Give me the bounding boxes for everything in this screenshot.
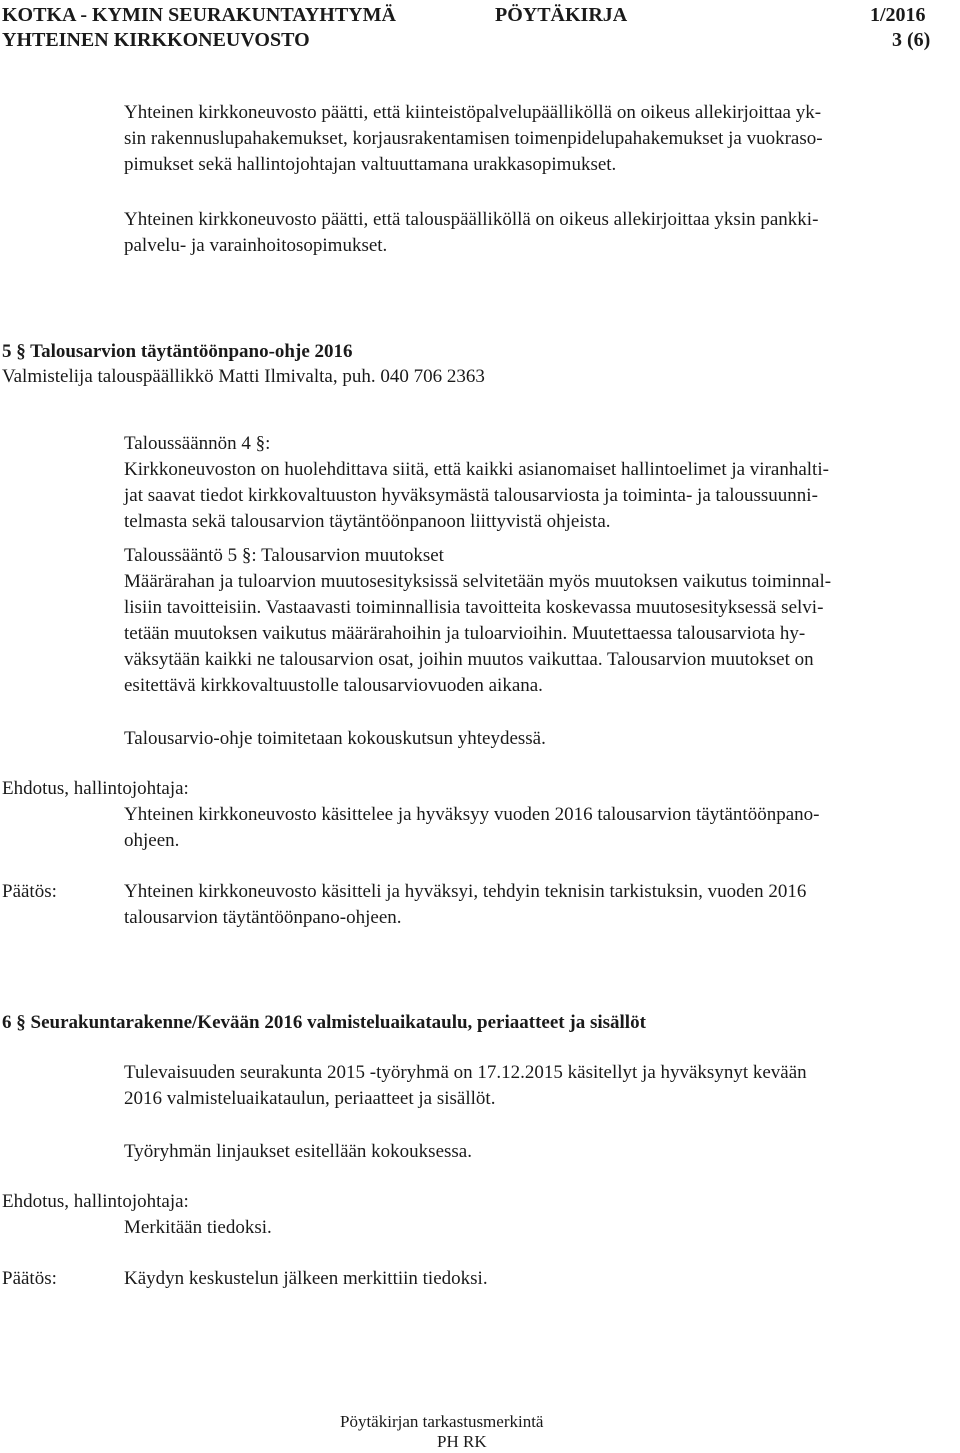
section-5-decision-label: Päätös: — [2, 881, 57, 902]
page-number: 3 (6) — [892, 29, 931, 51]
organization-name: KOTKA - KYMIN SEURAKUNTAYHTYMÄ — [2, 4, 396, 26]
text-line: jat saavat tiedot kirkkovaltuuston hyväksymästä talousarviosta ja toiminta- ja taloussuunni- — [124, 485, 818, 506]
intro-paragraph-2 — [124, 207, 818, 259]
section-5-title: 5 § Talousarvion täytäntöönpano-ohje 2016 — [2, 341, 353, 362]
text-line: Yhteinen kirkkoneuvosto käsitteli ja hyväksyi, tehdyin teknisin tarkistuksin, vuoden 2016 — [124, 881, 807, 902]
section-6-paragraph-1 — [124, 1060, 807, 1112]
text-line: pimukset sekä hallintojohtajan valtuuttamana urakkasopimukset. — [124, 154, 617, 175]
text-line: ohjeen. — [124, 830, 180, 851]
text-line: Yhteinen kirkkoneuvosto päätti, että talouspäälliköllä on oikeus allekirjoittaa yksin pankki- — [124, 209, 819, 230]
document-type: PÖYTÄKIRJA — [495, 4, 628, 26]
rule-5-block — [124, 543, 831, 699]
text-line: lisiin tavoitteisiin. Vastaavasti toiminnallisia tavoitteita koskevassa muutosesityksessä selvi- — [124, 597, 824, 618]
text-line: talousarvion täytäntöönpano-ohjeen. — [124, 907, 402, 928]
text-line: Yhteinen kirkkoneuvosto päätti, että kiinteistöpalvelupäälliköllä on oikeus allekirjoittaa yk- — [124, 102, 822, 123]
rule-4-heading: Taloussäännön 4 §: — [124, 433, 271, 454]
section-6-decision-text: Käydyn keskustelun jälkeen merkittiin tiedoksi. — [124, 1268, 488, 1289]
section-6-paragraph-2: Työryhmän linjaukset esitellään kokouksessa. — [124, 1141, 472, 1162]
rule-4-block — [124, 431, 829, 535]
section-5-preparer: Valmistelija talouspäällikkö Matti Ilmivalta, puh. 040 706 2363 — [2, 366, 485, 387]
text-line: sin rakennuslupahakemukset, korjausrakentamisen toimenpidelupahakemukset ja vuokraso- — [124, 128, 823, 149]
text-line: väksytään kaikki ne talousarvion osat, joihin muutos vaikuttaa. Talousarvion muutokset on — [124, 649, 814, 670]
document-number: 1/2016 — [870, 4, 926, 26]
body-name: YHTEINEN KIRKKONEUVOSTO — [2, 29, 310, 51]
section-5-proposal-label: Ehdotus, hallintojohtaja: — [2, 778, 189, 799]
section-5-decision-text — [124, 879, 806, 931]
intro-paragraph-1 — [124, 100, 823, 178]
text-line: 2016 valmisteluaikataulun, periaatteet ja sisällöt. — [124, 1088, 496, 1109]
section-6-title: 6 § Seurakuntarakenne/Kevään 2016 valmisteluaikataulu, periaatteet ja sisällöt — [2, 1012, 646, 1033]
text-line: tetään muutoksen vaikutus määrärahoihin ja tuloarvioihin. Muutettaessa talousarviota hy- — [124, 623, 806, 644]
text-line: Kirkkoneuvoston on huolehdittava siitä, että kaikki asianomaiset hallintoelimet ja viranhalti- — [124, 459, 829, 480]
section-6-proposal-text: Merkitään tiedoksi. — [124, 1217, 272, 1238]
section-6-decision-label: Päätös: — [2, 1268, 57, 1289]
section-5-proposal-text — [124, 802, 819, 854]
inspection-mark-label: Pöytäkirjan tarkastusmerkintä — [340, 1412, 544, 1431]
section-5-note: Talousarvio-ohje toimitetaan kokouskutsun yhteydessä. — [124, 728, 546, 749]
section-6-proposal-label: Ehdotus, hallintojohtaja: — [2, 1191, 189, 1212]
rule-5-heading: Taloussääntö 5 §: Talousarvion muutokset — [124, 545, 444, 566]
text-line: palvelu- ja varainhoitosopimukset. — [124, 235, 388, 256]
inspector-initials: PH RK — [437, 1432, 487, 1451]
text-line: Määrärahan ja tuloarvion muutosesityksissä selvitetään myös muutoksen vaikutus toiminnal- — [124, 571, 832, 592]
text-line: esitettävä kirkkovaltuustolle talousarviovuoden aikana. — [124, 675, 543, 696]
text-line: Yhteinen kirkkoneuvosto käsittelee ja hyväksyy vuoden 2016 talousarvion täytäntöönpano- — [124, 804, 820, 825]
text-line: Tulevaisuuden seurakunta 2015 -työryhmä on 17.12.2015 käsitellyt ja hyväksynyt kevään — [124, 1062, 807, 1083]
text-line: telmasta sekä talousarvion täytäntöönpanoon liittyvistä ohjeista. — [124, 511, 611, 532]
